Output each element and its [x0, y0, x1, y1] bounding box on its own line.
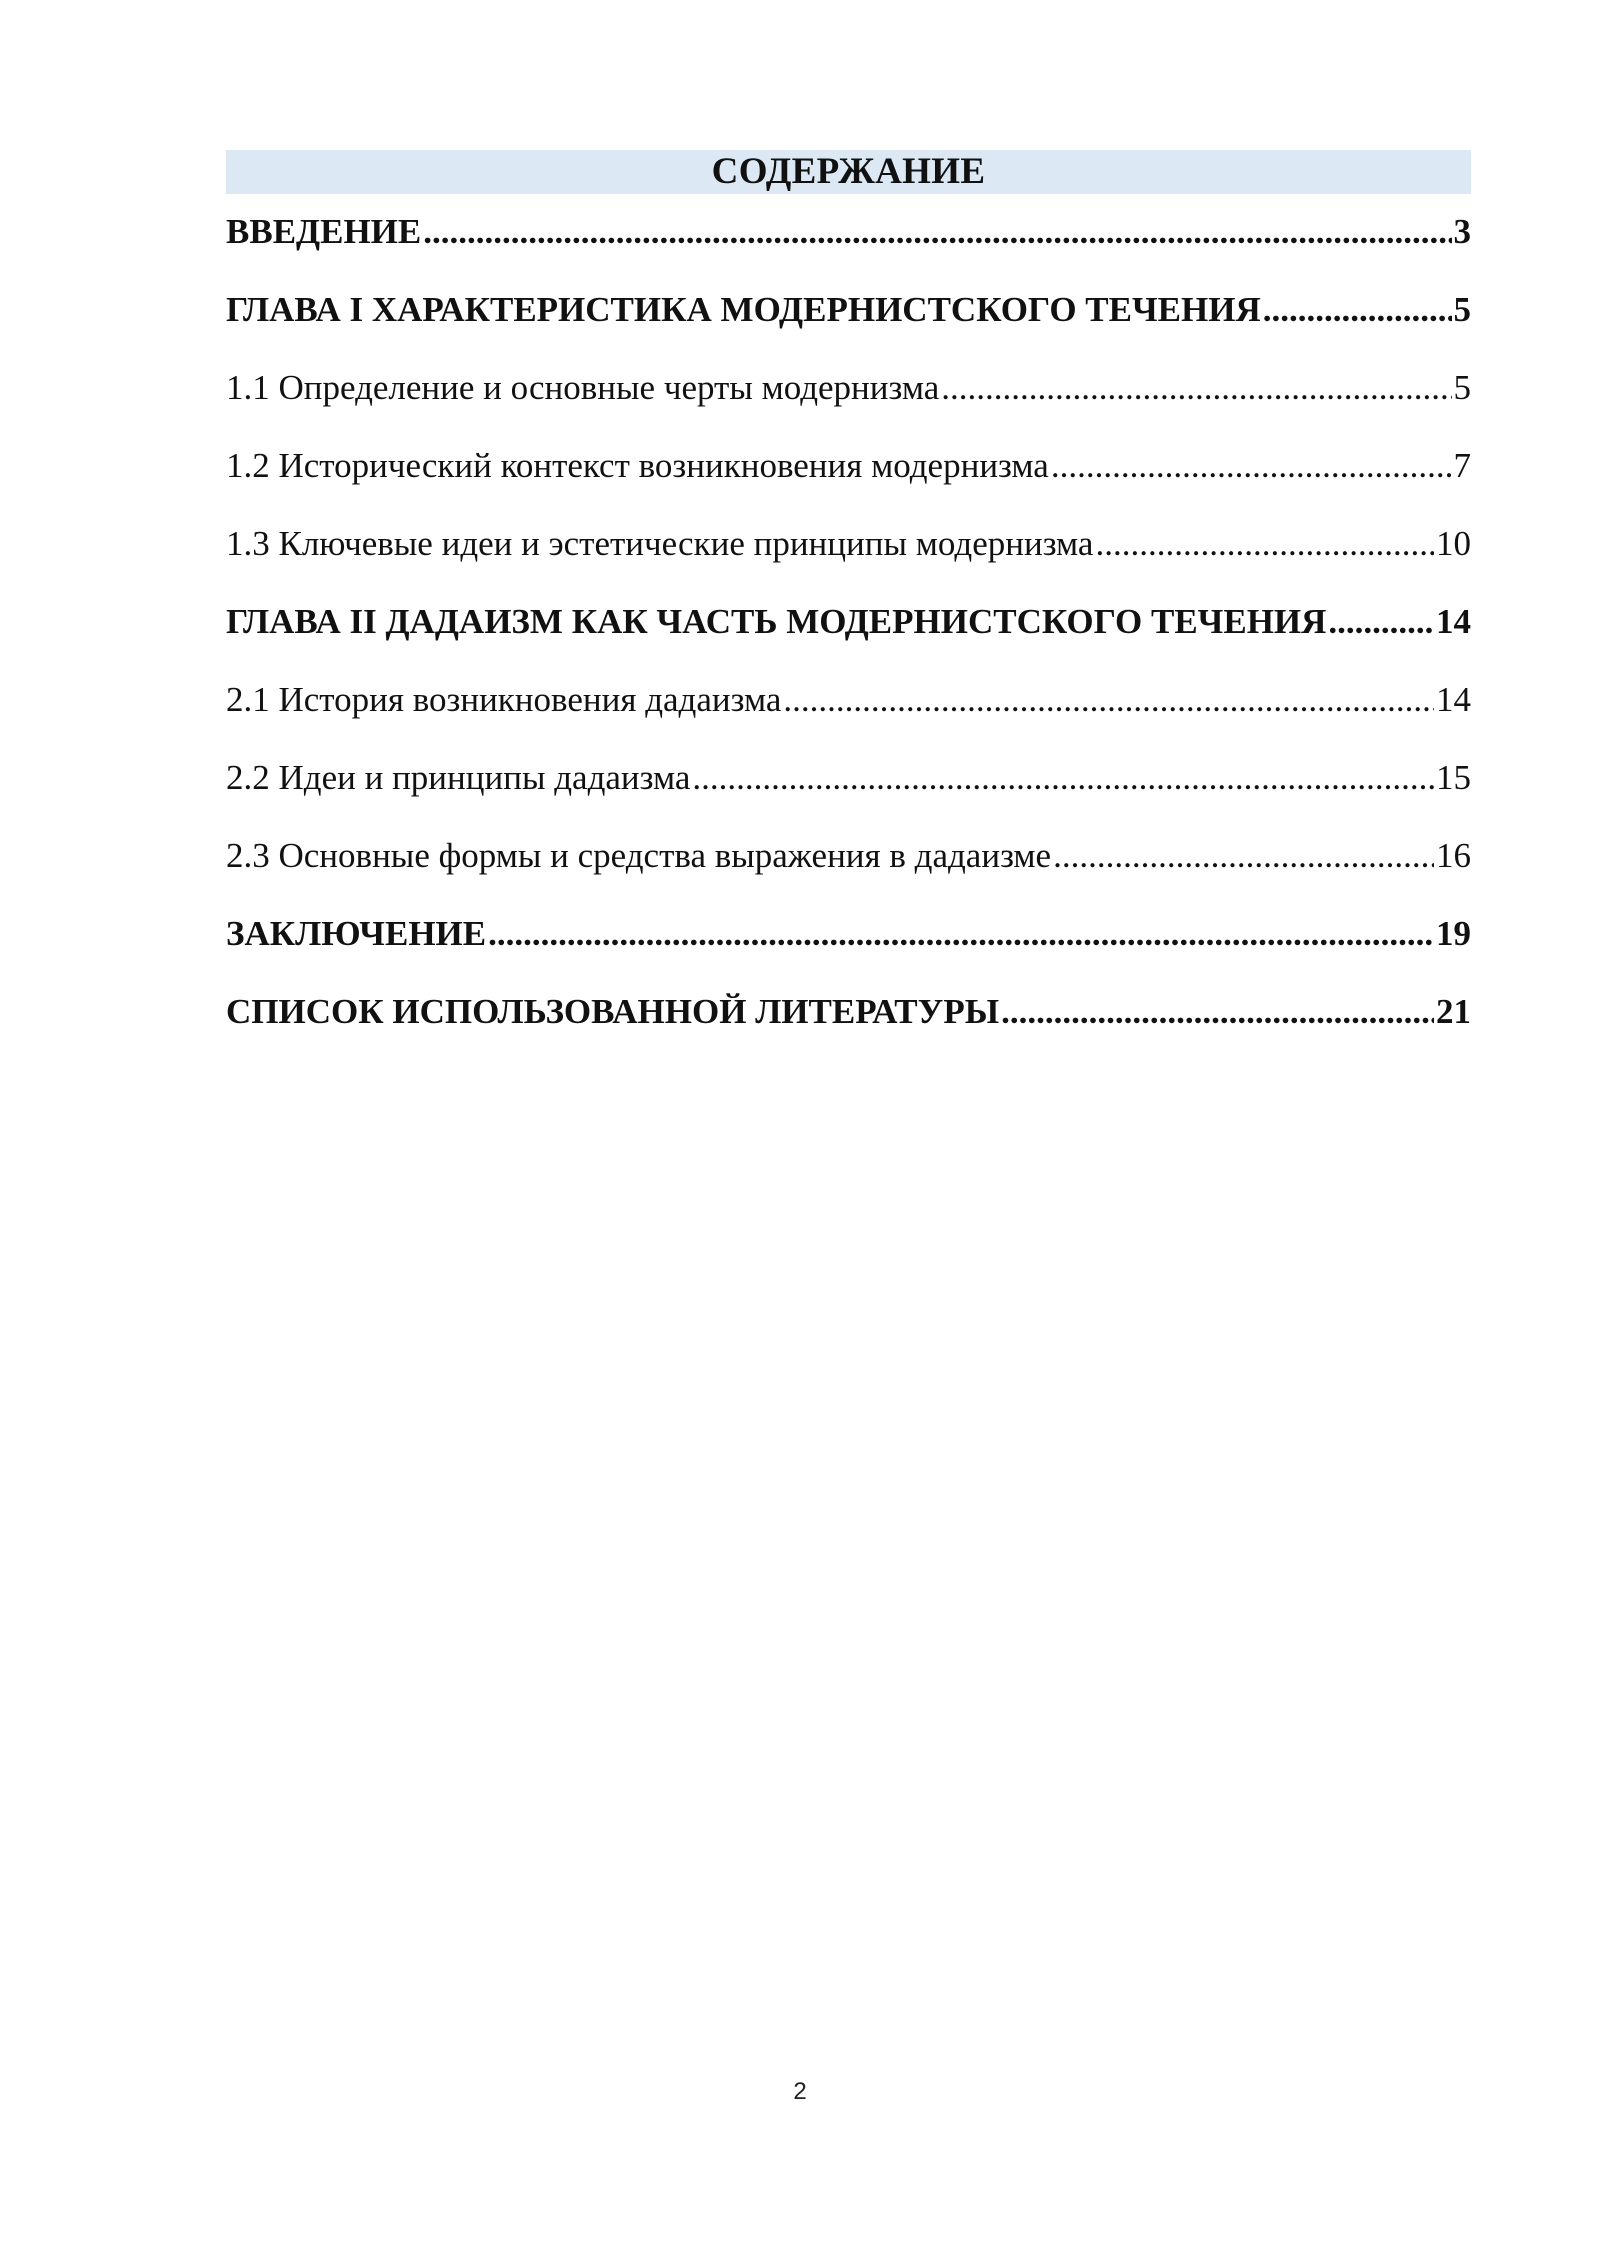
- toc-dot-leader: [941, 368, 1451, 408]
- toc-entry-label: 1.2 Исторический контекст возникновения модернизма: [226, 446, 1049, 485]
- toc-entry-label: 2.1 История возникновения дадаизма: [226, 680, 782, 719]
- toc-entry-page: 21: [1436, 992, 1471, 1031]
- table-of-contents: [226, 150, 1471, 1070]
- toc-title: СОДЕРЖАНИЕ: [226, 150, 1471, 194]
- toc-entry[interactable]: [226, 914, 1471, 992]
- toc-dot-leader: [1095, 524, 1434, 564]
- toc-entry-page: 3: [1453, 212, 1471, 251]
- toc-entry-page: 14: [1436, 680, 1471, 719]
- page-number: 2: [793, 2078, 807, 2105]
- toc-entry[interactable]: [226, 368, 1471, 446]
- toc-entry-page: 10: [1436, 524, 1471, 563]
- toc-dot-leader: [1328, 602, 1434, 642]
- toc-dot-leader: [1001, 992, 1434, 1032]
- toc-entry-page: 15: [1436, 758, 1471, 797]
- toc-dot-leader: [423, 212, 1451, 252]
- toc-entry[interactable]: [226, 836, 1471, 914]
- toc-entry[interactable]: [226, 602, 1471, 680]
- toc-entry-page: 19: [1436, 914, 1471, 953]
- toc-entry[interactable]: [226, 758, 1471, 836]
- toc-entry[interactable]: [226, 680, 1471, 758]
- toc-entry-page: 5: [1453, 368, 1471, 407]
- toc-entry-page: 5: [1453, 290, 1471, 329]
- toc-entry-page: 7: [1453, 446, 1471, 485]
- toc-dot-leader: [1051, 446, 1452, 486]
- toc-entry[interactable]: [226, 524, 1471, 602]
- toc-list: [226, 212, 1471, 1070]
- toc-entry-label: СПИСОК ИСПОЛЬЗОВАННОЙ ЛИТЕРАТУРЫ: [226, 992, 1000, 1031]
- toc-entry[interactable]: [226, 992, 1471, 1070]
- toc-entry-label: ГЛАВА II ДАДАИЗМ КАК ЧАСТЬ МОДЕРНИСТСКОГО ТЕЧЕНИЯ: [226, 602, 1327, 641]
- toc-entry[interactable]: [226, 290, 1471, 368]
- toc-entry-page: 14: [1436, 602, 1471, 641]
- toc-entry-label: ЗАКЛЮЧЕНИЕ: [226, 914, 487, 953]
- toc-entry-page: 16: [1436, 836, 1471, 875]
- toc-entry[interactable]: [226, 446, 1471, 524]
- toc-entry-label: ГЛАВА I ХАРАКТЕРИСТИКА МОДЕРНИСТСКОГО ТЕЧЕНИЯ: [226, 290, 1261, 329]
- toc-dot-leader: [783, 680, 1434, 720]
- toc-dot-leader: [1263, 290, 1452, 330]
- toc-entry-label: 1.1 Определение и основные черты модернизма: [226, 368, 940, 407]
- toc-entry-label: 1.3 Ключевые идеи и эстетические принципы модернизма: [226, 524, 1094, 563]
- toc-entry-label: 2.2 Идеи и принципы дадаизма: [226, 758, 691, 797]
- toc-dot-leader: [488, 914, 1434, 954]
- toc-dot-leader: [692, 758, 1434, 798]
- toc-dot-leader: [1053, 836, 1434, 876]
- toc-entry[interactable]: [226, 212, 1471, 290]
- toc-entry-label: ВВЕДЕНИЕ: [226, 212, 422, 251]
- toc-entry-label: 2.3 Основные формы и средства выражения в дадаизме: [226, 836, 1052, 875]
